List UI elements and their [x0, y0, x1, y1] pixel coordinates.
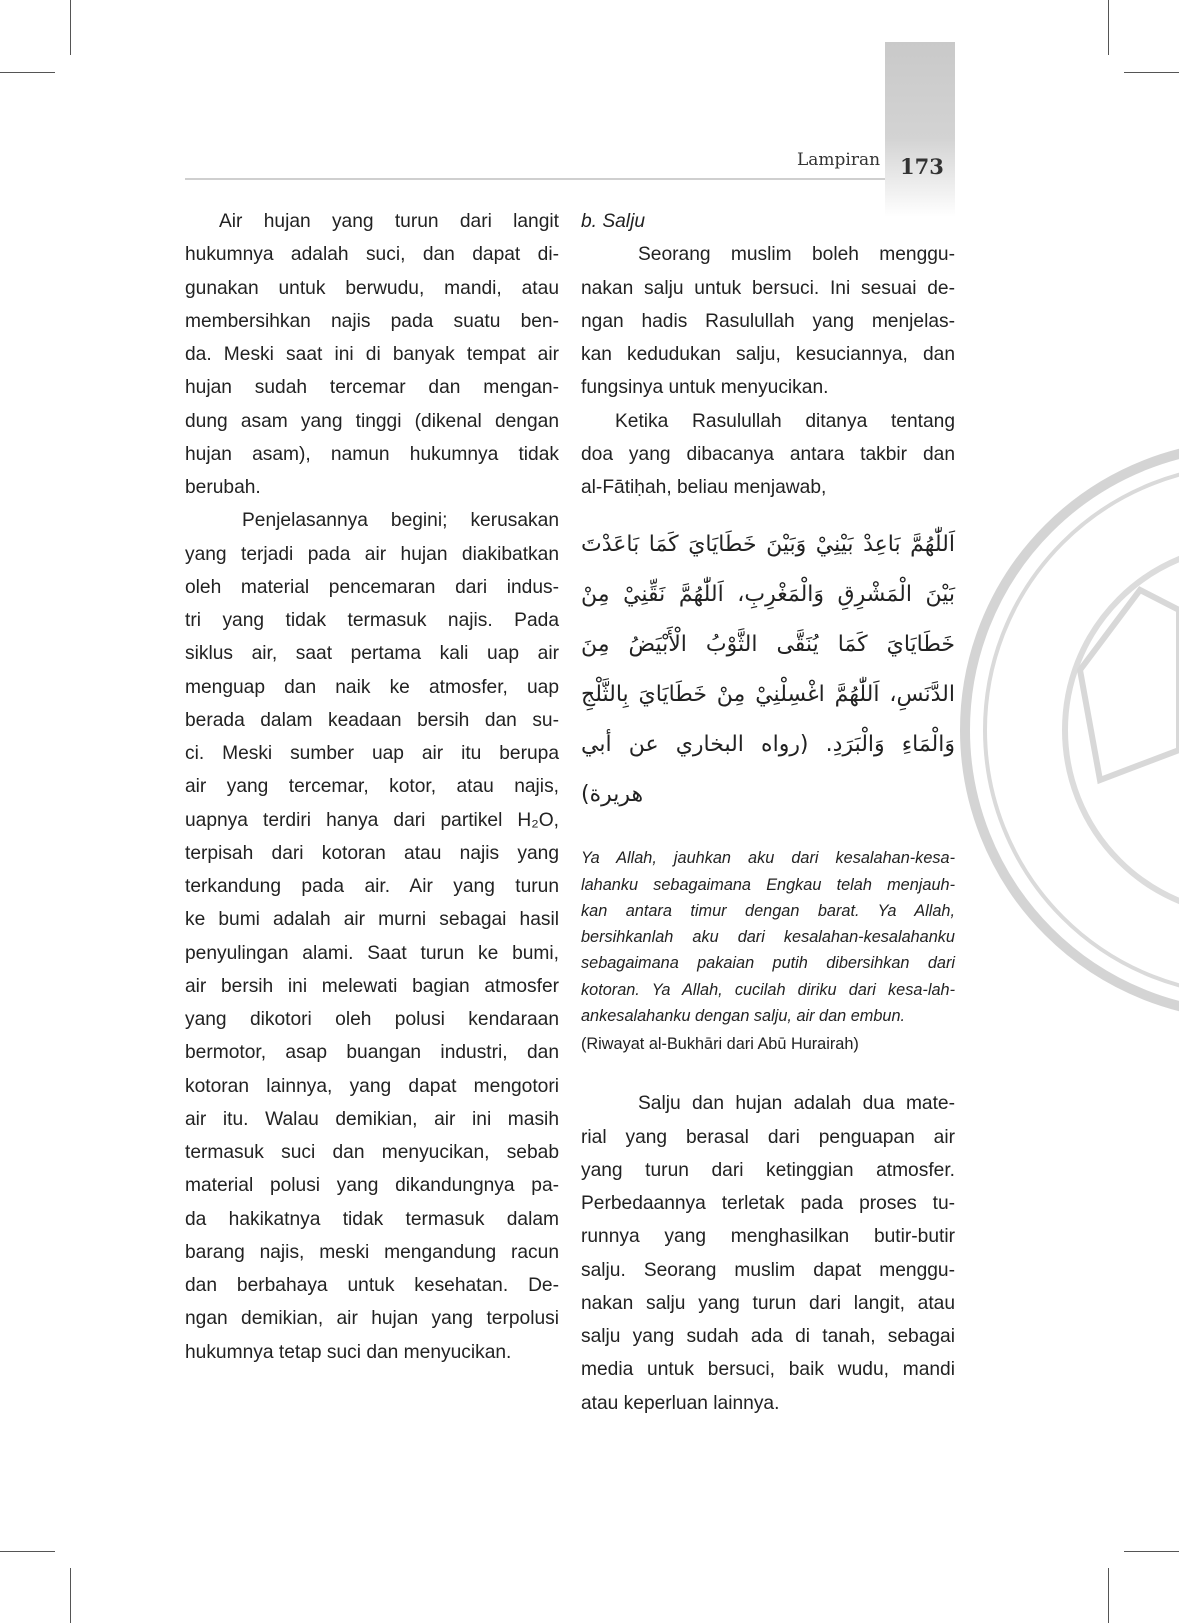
text-line: da. Meski saat ini di banyak tempat air	[185, 344, 559, 365]
text-line: ci. Meski sumber uap air itu berupa	[185, 743, 559, 764]
text-line: kan antara timur dengan barat. Ya Allah,	[581, 901, 955, 920]
right-column	[581, 205, 955, 1420]
arabic-hadith	[581, 520, 955, 820]
text-line: Seorang muslim boleh menggu-	[638, 244, 955, 266]
text-line: hujan asam), namun hukumnya tidak	[185, 443, 559, 465]
text-line: doa yang dibacanya antara takbir dan	[581, 443, 955, 465]
text-line: kotoran. Ya Allah, cucilah diriku dari kesa-lah-	[581, 980, 955, 999]
text-line: berubah.	[185, 477, 261, 498]
text-line: hukumnya tetap suci dan menyucikan.	[185, 1341, 512, 1363]
text-line: barang najis, meski mengandung racun	[185, 1241, 559, 1263]
text-line: air yang tercemar, kotor, atau najis,	[185, 776, 559, 798]
text-line: berada dalam keadaan bersih dan su-	[185, 709, 559, 731]
text-line: bermotor, asap buangan industri, dan	[185, 1042, 559, 1064]
left-column	[185, 205, 559, 1369]
section-heading: b. Salju	[581, 211, 645, 232]
text-line: sebagaimana pakaian putih dibersihkan dari	[581, 954, 955, 973]
text-line: yang turun dari ketinggian atmosfer.	[581, 1159, 955, 1181]
text-line: Air hujan yang turun dari langit	[219, 211, 559, 232]
text-line: uapnya terdiri hanya dari partikel H₂O,	[185, 809, 559, 831]
text-line: salju. Seorang muslim dapat menggu-	[581, 1259, 955, 1281]
text-line: nakan salju yang turun dari langit, atau	[581, 1292, 955, 1314]
text-line: kotoran lainnya, yang dapat mengotori	[185, 1075, 559, 1097]
text-line: oleh material pencemaran dari indus-	[185, 576, 559, 598]
arabic-line: بَيْنَ الْمَشْرِقِ وَالْمَغْرِبِ، اَللّٰهُمَّ نَقِّنِيْ مِنْ	[581, 582, 955, 608]
text-line: material polusi yang dikandungnya pa-	[185, 1175, 559, 1197]
text-line: rial yang berasal dari penguapan air	[581, 1126, 955, 1148]
text-line: penyulingan alami. Saat turun ke bumi,	[185, 942, 559, 964]
header-rule	[185, 178, 885, 180]
text-line: runnya yang menghasilkan butir-butir	[581, 1226, 955, 1248]
paragraph-intro	[581, 238, 955, 404]
arabic-line: وَالْمَاءِ وَالْبَرَدِ. (رواه البخاري عن أبي هريرة)	[581, 732, 955, 808]
text-line: hukumnya adalah suci, dan dapat di-	[185, 244, 559, 266]
text-line: terkandung pada air. Air yang turun	[185, 876, 559, 897]
paragraph-comparison	[581, 1087, 955, 1420]
arabic-line: الدَّنَسِ، اَللّٰهُمَّ اغْسِلْنِيْ مِنْ خَطَايَايَ بِالثَّلْجِ	[581, 682, 955, 708]
text-line: bersihkanlah aku dari kesalahan-kesalahanku	[581, 928, 955, 947]
hadith-translation	[581, 845, 955, 1029]
text-line: kan kedudukan salju, kesuciannya, dan	[581, 344, 955, 365]
text-line: siklus air, saat pertama kali uap air	[185, 643, 559, 665]
page-number: 173	[900, 154, 944, 179]
text-line: menguap dan naik ke atmosfer, uap	[185, 676, 559, 698]
text-line: ngan hadis Rasulullah yang menjelas-	[581, 310, 955, 332]
text-line: Penjelasannya begini; kerusakan	[242, 510, 559, 532]
watermark-seal	[960, 420, 1179, 1040]
text-line: lahanku sebagaimana Engkau telah menjauh-	[581, 875, 955, 894]
text-line: Salju dan hujan adalah dua mate-	[638, 1093, 955, 1115]
page-tab	[885, 42, 955, 217]
paragraph-question	[581, 405, 955, 505]
text-line: Perbedaannya terletak pada proses tu-	[581, 1193, 955, 1215]
text-line: fungsinya untuk menyucikan.	[581, 377, 829, 399]
paragraph	[185, 504, 559, 1369]
text-line: terpisah dari kotoran atau najis yang	[185, 842, 559, 864]
text-line: tri yang tidak termasuk najis. Pada	[185, 610, 559, 631]
text-line: yang terjadi pada air hujan diakibatkan	[185, 543, 559, 565]
text-line: Ya Allah, jauhkan aku dari kesalahan-kesa-	[581, 849, 955, 868]
text-line: membersihkan najis pada suatu ben-	[185, 310, 559, 332]
text-line: al-Fātiḥah, beliau menjawab,	[581, 477, 827, 498]
text-line: hujan sudah tercemar dan mengan-	[185, 377, 559, 399]
text-line: gunakan untuk berwudu, mandi, atau	[185, 277, 559, 299]
text-line: salju yang sudah ada di tanah, sebagai	[581, 1326, 955, 1348]
text-line: Ketika Rasulullah ditanya tentang	[615, 410, 955, 432]
text-line: atau keperluan lainnya.	[581, 1392, 780, 1414]
text-line: air bersih ini melewati bagian atmosfer	[185, 975, 559, 997]
running-title: Lampiran	[797, 150, 881, 170]
text-line: air itu. Walau demikian, air ini masih	[185, 1108, 559, 1130]
arabic-line: اَللّٰهُمَّ بَاعِدْ بَيْنِيْ وَبَيْنَ خَطَايَايَ كَمَا بَاعَدْتَ	[581, 532, 955, 558]
text-line: dung asam yang tinggi (dikenal dengan	[185, 410, 559, 432]
text-line: termasuk suci dan menyucikan, sebab	[185, 1142, 559, 1163]
text-line: ankesalahanku dengan salju, air dan embun.	[581, 1007, 906, 1026]
text-line: dan berbahaya untuk kesehatan. De-	[185, 1275, 559, 1296]
text-line: da hakikatnya tidak termasuk dalam	[185, 1208, 559, 1230]
arabic-line: خَطَايَايَ كَمَا يُنَقَّى الثَّوْبُ الْأَبْيَضُ مِنَ	[581, 632, 955, 658]
text-line: nakan salju untuk bersuci. Ini sesuai de-	[581, 277, 955, 299]
source-text: (Riwayat al-Bukhāri dari Abū Hurairah)	[581, 1035, 859, 1054]
text-line: yang dikotori oleh polusi kendaraan	[185, 1009, 559, 1030]
text-line: ngan demikian, air hujan yang terpolusi	[185, 1308, 559, 1330]
text-line: ke bumi adalah air murni sebagai hasil	[185, 909, 559, 931]
hadith-source	[581, 1029, 955, 1059]
paragraph	[185, 205, 559, 504]
text-line: media untuk bersuci, baik wudu, mandi	[581, 1359, 955, 1381]
